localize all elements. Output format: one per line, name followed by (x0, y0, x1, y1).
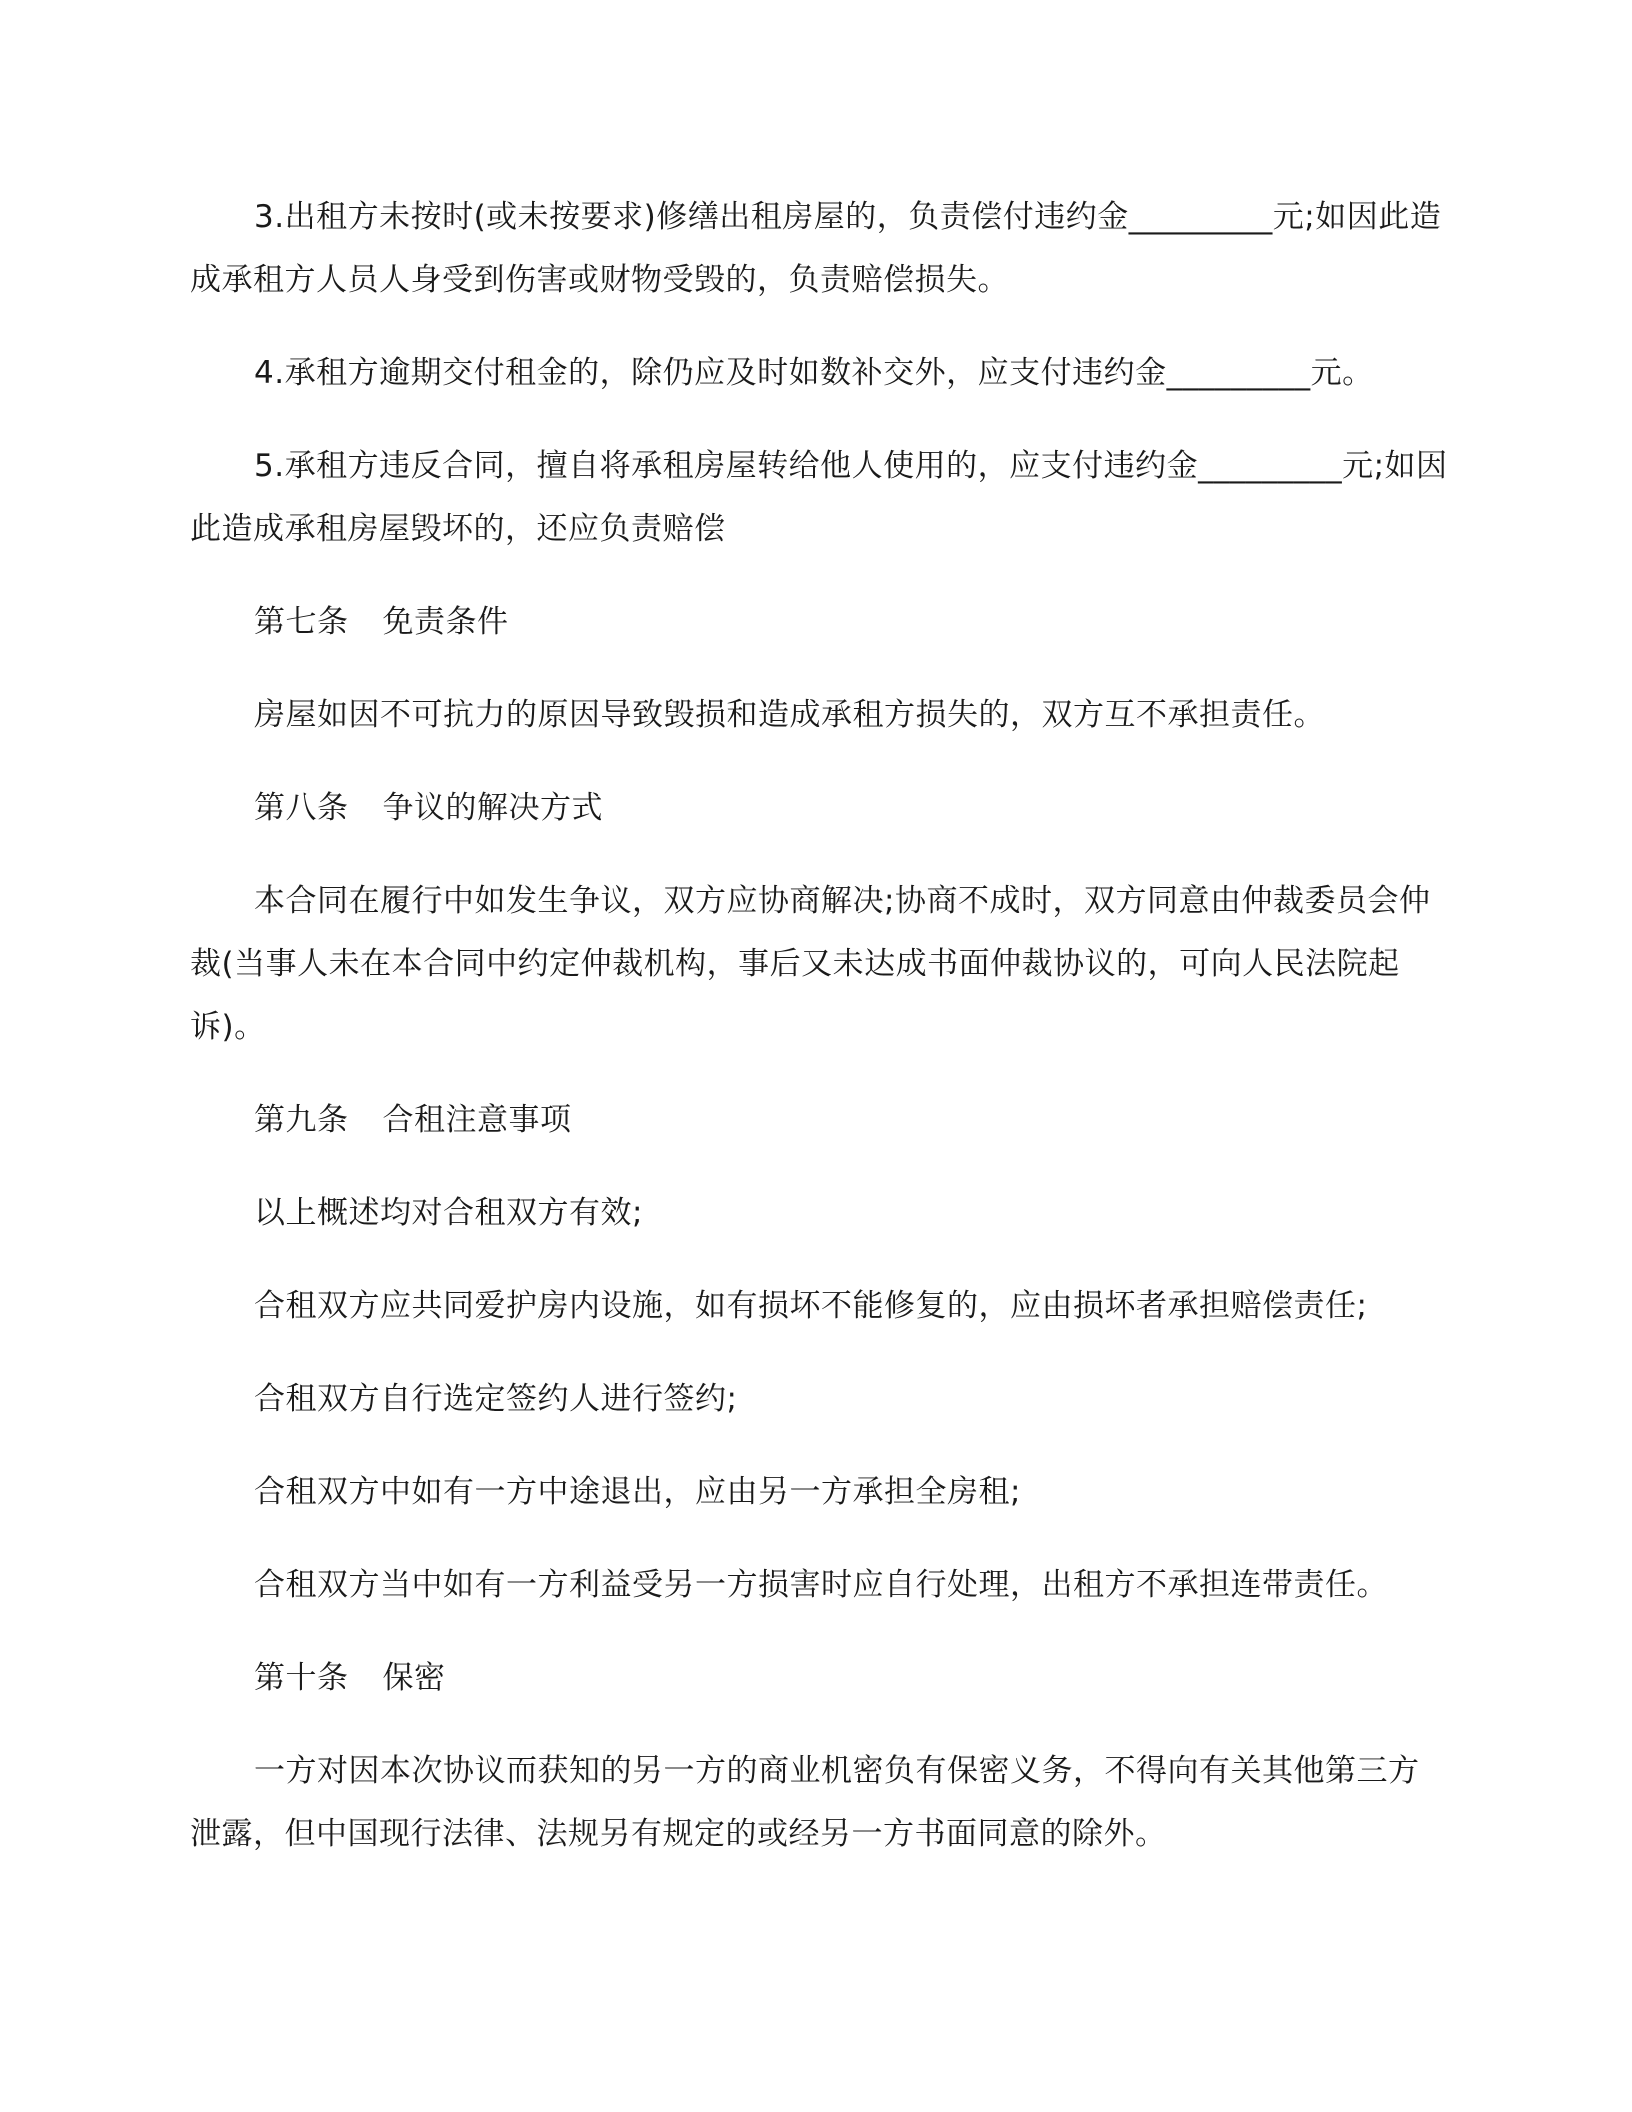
article-8-number: 第八条 (254, 790, 349, 826)
article-9-item: 合租双方当中如有一方利益受另一方损害时应自行处理，出租方不承担连带责任。 (254, 1567, 1388, 1603)
article-9-item: 以上概述均对合租双方有效; (254, 1195, 643, 1231)
article-7-heading (190, 591, 1450, 654)
article-9-number: 第九条 (254, 1102, 349, 1138)
article-7-number: 第七条 (254, 604, 349, 640)
document-page (190, 186, 1450, 1896)
paragraph-sublet-breach: 5.承租方违反合同，擅自将承租房屋转给他人使用的，应支付违约金_________元;如因此造成承租房屋毁坏的，还应负责赔偿 (190, 448, 1448, 547)
article-8-heading (190, 777, 1450, 840)
article-10-title: 保密 (382, 1660, 446, 1696)
article-9-heading (190, 1089, 1450, 1152)
paragraph-late-rent: 4.承租方逾期交付租金的，除仍应及时如数补交外，应支付违约金_________元。 (254, 355, 1374, 391)
article-7-body: 房屋如因不可抗力的原因导致毁损和造成承租方损失的，双方互不承担责任。 (254, 697, 1325, 733)
article-8-body: 本合同在履行中如发生争议，双方应协商解决;协商不成时，双方同意由仲裁委员会仲裁(当事人未在本合同中约定仲裁机构，事后又未达成书面仲裁协议的，可向人民法院起诉)。 (190, 883, 1431, 1045)
article-8-title: 争议的解决方式 (382, 790, 603, 826)
article-10-number: 第十条 (254, 1660, 349, 1696)
article-9-title: 合租注意事项 (382, 1102, 572, 1138)
article-7-title: 免责条件 (382, 604, 509, 640)
article-9-item: 合租双方自行选定签约人进行签约; (254, 1381, 738, 1417)
article-9-item: 合租双方中如有一方中途退出，应由另一方承担全房租; (254, 1474, 1021, 1510)
article-10-body: 一方对因本次协议而获知的另一方的商业机密负有保密义务，不得向有关其他第三方泄露，但中国现行法律、法规另有规定的或经另一方书面同意的除外。 (190, 1753, 1420, 1852)
article-9-item: 合租双方应共同爱护房内设施，如有损坏不能修复的，应由损坏者承担赔偿责任; (254, 1288, 1368, 1324)
paragraph-penalty-lessor: 3.出租方未按时(或未按要求)修缮出租房屋的，负责偿付违约金_________元;如因此造成承租方人员人身受到伤害或财物受毁的，负责赔偿损失。 (190, 199, 1442, 298)
article-10-heading (190, 1647, 1450, 1710)
